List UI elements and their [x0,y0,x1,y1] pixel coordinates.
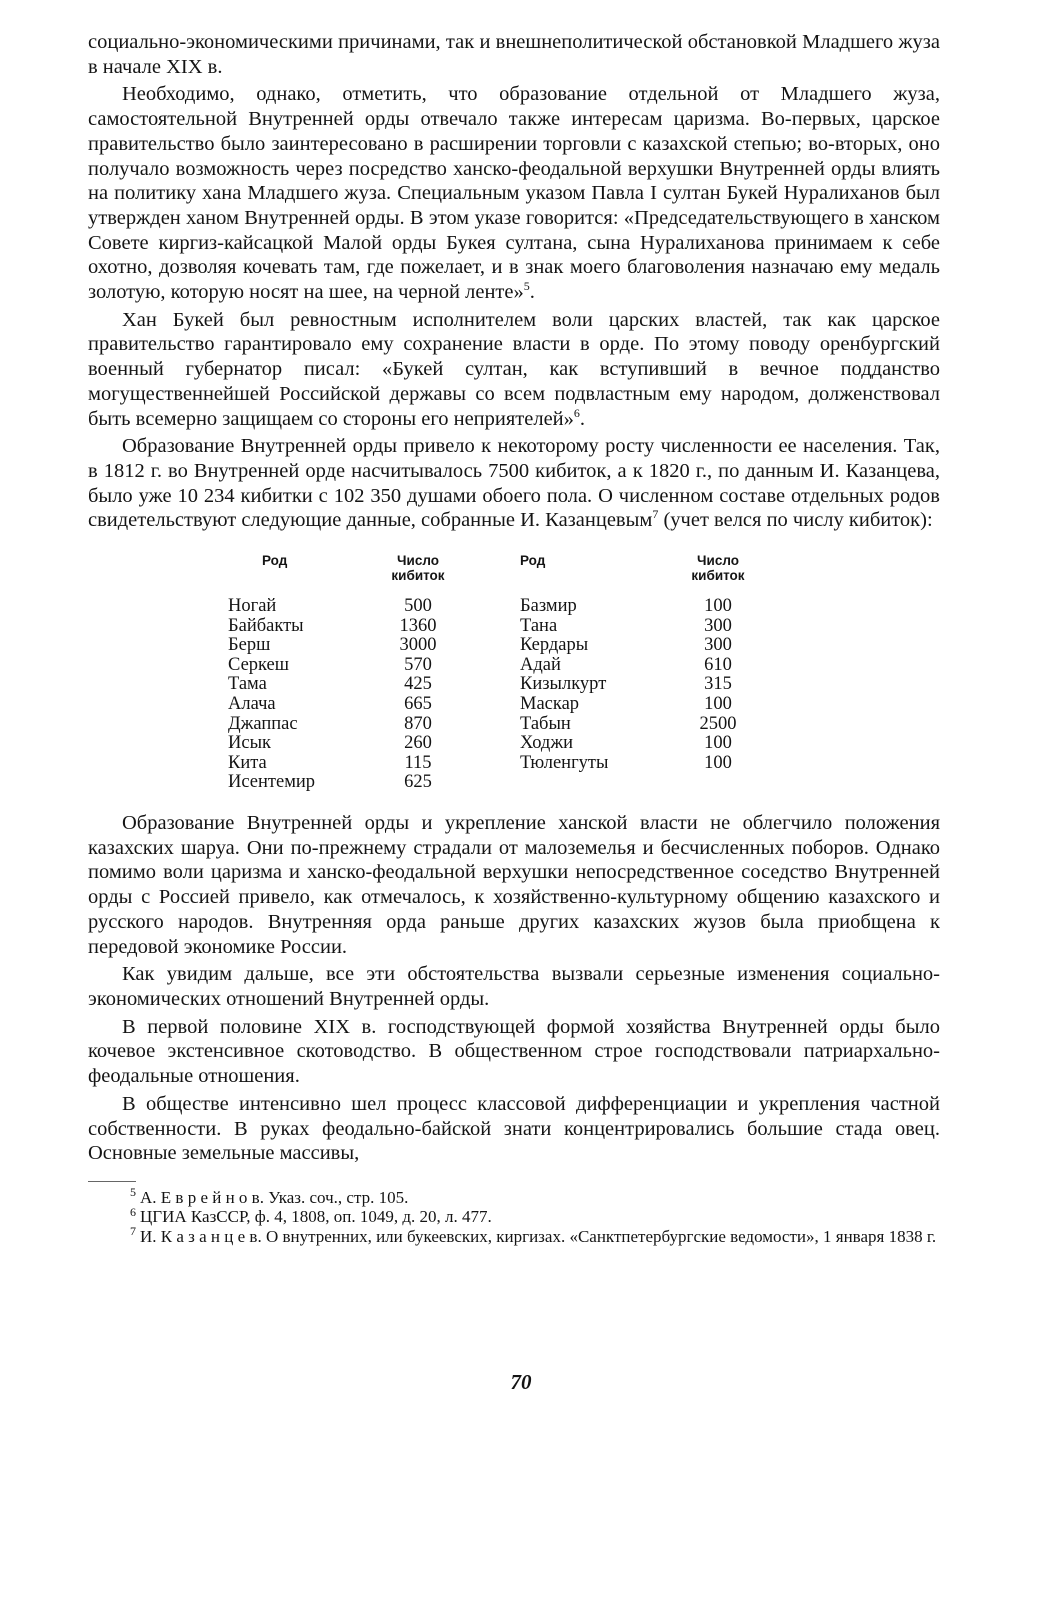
table-header-count-right-l2: кибиток [691,568,745,584]
table-col-name-left [228,553,378,568]
footnote-7: 7 И. К а з а н ц е в. О внутренних, или букеевских, киргизах. «Санктпетербургские ведомости», 1 января 1838 г. [130,1224,937,1246]
paragraph-7-text: В первой половине XIX в. господствующей формой хозяйства Внутренней орды было кочевое экстенсивное скотоводство. В общественном строе господствовали патриархально-феодальные отношения. [88,1015,940,1088]
table-cell-right-count: 2500 [699,713,737,734]
table-cell-left-count: 115 [404,752,432,773]
footnote-5: 5 А. Е в р е й н о в. Указ. соч., стр. 105. [130,1185,409,1207]
table-cell-right-name: Базмир [520,596,577,617]
footnote-ref-7: 7 [652,507,659,522]
table-cell-left-name: Серкеш [228,654,290,675]
table-cell-right-count: 100 [704,596,732,617]
table-cell-right-name: Тана [520,615,558,636]
footnote-divider [88,1181,136,1182]
table-cell-right-name: Ходжи [520,733,574,754]
table-cell-right-name: Кизылкурт [520,674,607,695]
table-cell-right-count: 100 [704,752,732,773]
paragraph-4-text: Образование Внутренней орды привело к некоторому росту численности ее населения. Так, в 1812 г. во Внутренней орде насчитывалось 7500 кибиток, а к 1820 г., по данным И. Казанцева, было уже 10 234 кибитки с 102 350 душами обоего пола. О численном составе отдельных родов свидетельствуют следующие данные, собранные И. Казанцевым [88,435,940,532]
page-number: 70 [510,1370,532,1394]
paragraph-5-text: Образование Внутренней орды и укрепление ханской власти не облегчило положения казахских шаруа. Они по-прежнему страдали от малоземелья и бесчисленных поборов. Однако помимо воли царизма и ханско-феодальной верхушки непосредственное соседство Внутренней орды с Россией привело, как отмечалось, к хозяйственно-культурному общению казахского и русского народов. Внутренняя орда раньше других казахских жузов была приобщена к передовой экономике России. [88,812,940,958]
paragraph-4-tail: (учет велся по числу кибиток): [663,509,933,532]
table-cell-right-count: 315 [704,674,732,695]
paragraph-3: Хан Букей был ревностным исполнителем воли царских властей, так как царское правительство гарантировало ему сохранение власти в орде. По этому поводу оренбургский военный губернатор писал: «Букей султан, как вступивший в вечное подданство могущественнейшей Российской державы со всем подвластным ему народом, долженствовал быть всемерно защищаем со стороны его неприятелей»$^6$. [88,308,940,430]
footnote-7-text: И. К а з а н ц е в. О внутренних, или букеевских, киргизах. «Санктпетербургские ведомости», 1 января 1838 г. [140,1226,937,1246]
table-cell-right-count: 100 [704,694,732,715]
page-body [88,30,940,1246]
table-cell-left-count: 260 [404,733,432,754]
table-header-count-right [673,553,763,583]
table-cell-left-name: Байбакты [228,615,304,636]
table-cell-left-name: Тама [228,674,267,695]
table-cell-left-count: 625 [404,772,432,793]
table-cell-left-name: Исык [228,733,271,754]
table-cell-left-count: 425 [404,674,432,695]
paragraph-1-text: социально-экономическими причинами, так и внешнеполитической обстановкой Младшего жуза в начале XIX в. [88,31,940,78]
footnote-6-text: ЦГИА КазССР, ф. 4, 1808, оп. 1049, д. 20, л. 477. [140,1207,492,1227]
table-header-rod-right: Род [520,553,546,569]
paragraph-1 [88,30,940,79]
paragraph-8-text: В обществе интенсивно шел процесс классовой дифференциации и укрепления частной собственности. В руках феодально-байской знати концентрировались большие стада овец. Основные земельные массивы, [88,1092,940,1165]
table-cell-left-name: Берш [228,635,271,656]
table-cell-right-name: Адай [520,654,561,675]
paragraph-6 [88,962,940,1011]
table-header-count-left-l1: Число [397,553,439,569]
table-cell-right-name: Тюленгуты [520,752,609,773]
table-right-counts [673,597,763,773]
paragraph-8 [88,1092,940,1166]
table-cell-right-count: 100 [704,733,732,754]
table-header-count-left-l2: кибиток [391,568,445,584]
footnote-6: 6 ЦГИА КазССР, ф. 4, 1808, оп. 1049, д. 20, л. 477. [130,1204,492,1227]
table-cell-left-name: Джаппас [228,713,298,734]
table-cell-left-count: 665 [404,694,432,715]
table-cell-left-count: 570 [404,654,432,675]
table-cell-right-name: Табын [520,713,571,734]
table-cell-right-name: Кердары [520,635,589,656]
table-col-count-right [673,553,763,583]
table-header-count-left [368,553,468,583]
clans-table [228,553,768,808]
paragraph-2-text: Необходимо, однако, отметить, что образование отдельной от Младшего жуза, самостоятельной Внутренней орды отвечало также интересам царизма. Во-первых, царское правительство было заинтересовано в расширении торговли с казахской степью; во-вторых, оно получало возможность через посредство ханско-феодальной верхушки Внутренней орды влиять на политику хана Младшего жуза. Специальным указом Павла I султан Букей Нуралиханов был утвержден ханом Внутренней орды. В этом указе говорится: «Председательствующего в ханском Совете киргиз-кайсацкой Малой орды Букея султана, сына Нуралиханова принимаем к себе охотно, дозволяя кочевать там, где пожелает, и в знак моего благоволения назначаю ему медаль золотую, которую носят на шее, на черной ленте» [88,83,940,304]
table-cell-right-count: 300 [704,635,732,656]
paragraph-3-text: Хан Букей был ревностным исполнителем воли царских властей, так как царское правительство гарантировало ему сохранение власти в орде. По этому поводу оренбургский военный губернатор писал: «Букей султан, как вступивший в вечное подданство могущественнейшей Российской державы со всем подвластным ему народом, долженствовал быть всемерно защищаем со стороны его неприятелей» [88,308,940,430]
paragraph-2: Необходимо, однако, отметить, что образование отдельной от Младшего жуза, самостоятельной Внутренней орды отвечало также интересам царизма. Во-первых, царское правительство было заинтересовано в расширении торговли с казахской степью; во-вторых, оно получало возможность через посредство ханско-феодальной верхушки Внутренней орды влиять на политику хана Младшего жуза. Специальным указом Павла I султан Букей Нуралиханов был утвержден ханом Внутренней орды. В этом указе говорится: «Председательствующего в ханском Совете киргиз-кайсацкой Малой орды Букея султана, сына Нуралиханова принимаем к себе охотно, дозволяя кочевать там, где пожелает, и в знак моего благоволения назначаю ему медаль золотую, которую носят на шее, на черной ленте»$^5$. [88,83,940,304]
table-cell-left-count: 500 [404,596,432,617]
footnote-5-text: А. Е в р е й н о в. Указ. соч., стр. 105. [140,1187,409,1207]
table-cell-right-name: Маскар [520,694,580,715]
paragraph-6-text: Как увидим дальше, все эти обстоятельства вызвали серьезные изменения социально-экономических отношений Внутренней орды. [88,963,940,1010]
footnote-ref-5: 5 [523,279,530,294]
paragraph-7 [88,1015,940,1089]
table-cell-left-count: 870 [404,713,432,734]
paragraph-5 [88,811,940,959]
table-cell-left-name: Исентемир [228,772,316,793]
table-cell-left-name: Кита [228,752,267,773]
table-cell-right-count: 610 [704,654,732,675]
table-right-names [520,597,680,773]
footnote-ref-6: 6 [573,405,580,420]
table-cell-left-name: Алача [228,694,276,715]
table-col-name-right [520,553,680,568]
table-header-rod-left: Род [262,553,288,569]
footnotes [88,1185,940,1247]
paragraph-4 [88,434,940,533]
table-cell-right-count: 300 [704,615,732,636]
table-cell-left-count: 1360 [399,615,437,636]
table-cell-left-name: Ногай [228,596,277,617]
table-cell-left-count: 3000 [399,635,437,656]
table-col-count-left [368,553,468,583]
table-left-names [228,597,378,793]
table-header-count-right-l1: Число [697,553,739,569]
table-left-counts [368,597,468,793]
